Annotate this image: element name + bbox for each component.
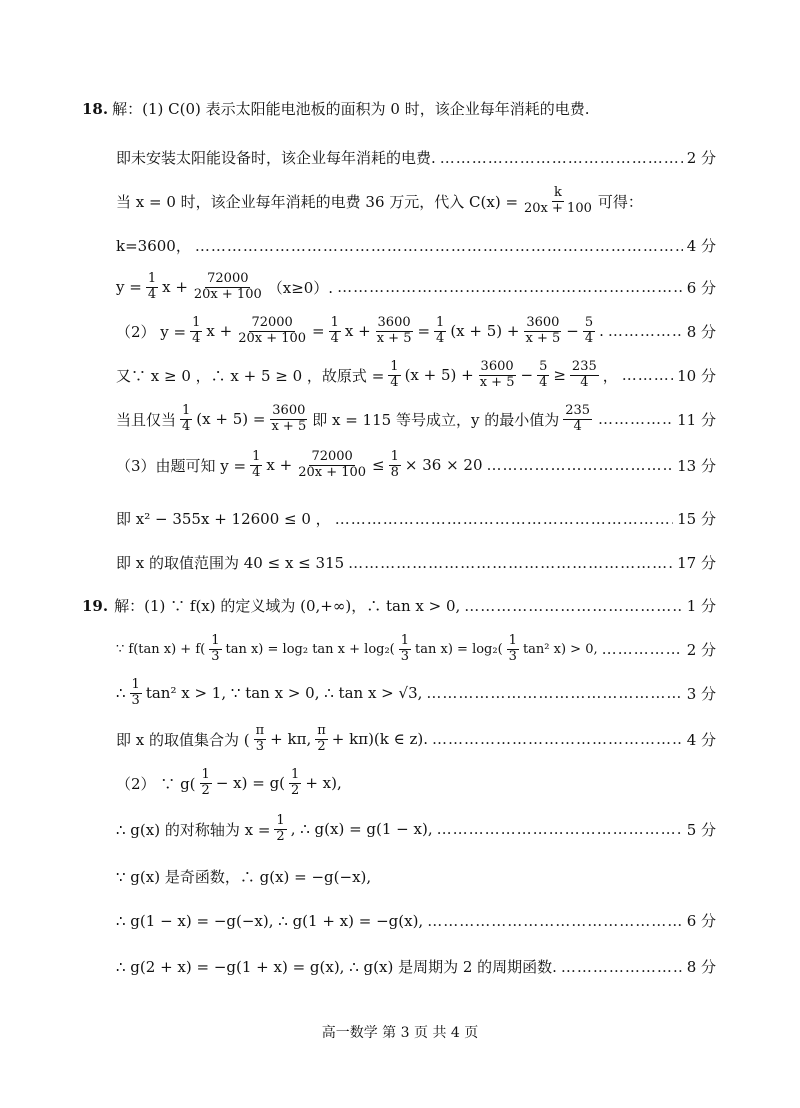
leader-dots (437, 820, 683, 838)
score-mark: 6 分 (686, 912, 716, 930)
score-mark: 11 分 (677, 410, 716, 429)
score-mark: 5 分 (686, 820, 716, 839)
q19-line-6: ∴ g(x) 的对称轴为 x = $\frac{1}{2}$ , ∴ g(x) = g(1 − x), ……………………………………………………………………………………………………………………………………………… 5 分 (116, 814, 716, 845)
q19-line-8: ∴ g(1 − x) = −g(−x), ∴ g(1 + x) = −g(x), ……………………………………………………………………………………………………………………………………………… 6 分 (116, 910, 716, 931)
q18-line-1-text: 解：(1) C(0) 表示太阳能电池板的面积为 0 时，该企业每年消耗的电费. (112, 100, 590, 118)
score-mark: 2 分 (686, 149, 716, 167)
q18-line-6: （2） y = $\frac{1}{4}$ x + $\frac{72000}{20x + 100}$ = $\frac{1}{4}$ x + $\frac{3600}{x + 5}$ = $\frac{1}{4}$ (x + 5) + $\frac{3600}{x + 5}$ − $\frac{5}{4}$ . ……………………………………………………………………………………………………………………………………………… 8 分 (116, 316, 716, 347)
score-mark: 2 分 (686, 640, 716, 659)
q18-line-7: 又∵ x ≥ 0 ，∴ x + 5 ≥ 0 ，故原式 = $\frac{1}{4}$ (x + 5) + $\frac{3600}{x + 5}$ − $\frac{5}{4}$ ≥ $\frac{235}{4}$ ， ……………………………………………………………………………………………………………………………………………… 10 分 (116, 360, 716, 391)
page-footer: 高一数学 第 3 页 共 4 页 (321, 1025, 479, 1041)
score-mark: 13 分 (677, 456, 716, 475)
score-mark: 4 分 (686, 730, 716, 749)
score-mark: 1 分 (686, 597, 716, 615)
q18-line-3: 当 x = 0 时，该企业每年消耗的电费 36 万元，代入 C(x) = $\frac{k}{20x + 100}$ 可得： (116, 185, 643, 216)
leader-dots (426, 684, 682, 702)
q19-line-5: （2） ∵ g( $\frac{1}{2}$ − x) = g( $\frac{1}{2}$ + x), (116, 767, 342, 798)
q18-line-4: k=3600， ……………………………………………………………………………………………………………………………………………… 4 分 (116, 235, 716, 256)
leader-dots (337, 278, 683, 296)
leader-dots (432, 730, 683, 748)
q19-line-4: 即 x 的取值集合为 ( $\frac{\pi}{3}$ + kπ, $\frac{\pi}{2}$ + kπ)(k ∈ z). ……………………………………………………………………………………………………………………………………………… 4 分 (116, 724, 716, 755)
q18-line-11: 即 x 的取值范围为 40 ≤ x ≤ 315 ……………………………………………………………………………………………………………………………………………… 17 分 (116, 552, 716, 573)
score-mark: 8 分 (686, 322, 716, 341)
leader-dots (608, 322, 683, 340)
q18-line-2: 即未安装太阳能设备时，该企业每年消耗的电费. ……………………………………………………………………………………………………………………………………………… 2 分 (116, 147, 716, 168)
q19-line-1: 19. 解：(1) ∵ f(x) 的定义域为 (0,+∞)，∴ tan x > 0, ……………………………………………………………………………………………………………………………………………… 1 分 (82, 595, 716, 616)
leader-dots (348, 554, 673, 572)
score-mark: 10 分 (677, 366, 716, 385)
q19-number: 19. (82, 596, 109, 615)
leader-dots (440, 149, 683, 167)
leader-dots (622, 366, 673, 384)
score-mark: 17 分 (677, 554, 716, 572)
score-mark: 3 分 (686, 684, 716, 703)
score-mark: 8 分 (686, 958, 716, 976)
leader-dots (602, 640, 683, 658)
q19-line-9: ∴ g(2 + x) = −g(1 + x) = g(x), ∴ g(x) 是周期为 2 的周期函数. ……………………………………………………………………………………………………………………………………………… 8 分 (116, 956, 716, 977)
q19-line-2: ∵ f(tan x) + f( $\frac{1}{3}$ tan x) = log₂ tan x + log₂( $\frac{1}{3}$ tan x) = log₂( $\frac{1}{3}$ tan² x) > 0, ……………………………………………………………………………………………………………………………………………… 2 分 (116, 634, 716, 665)
q18-number: 18. (82, 99, 109, 118)
leader-dots (427, 912, 682, 930)
leader-dots (487, 456, 674, 474)
leader-dots (195, 237, 683, 255)
leader-dots (561, 958, 683, 976)
leader-dots (335, 510, 673, 528)
q18-line-9: （3）由题可知 y = $\frac{1}{4}$ x + $\frac{72000}{20x + 100}$ ≤ $\frac{1}{8}$ × 36 × 20 ……………………………………………………………………………………………………………………………………………… 13 分 (116, 450, 716, 481)
q19-line-3: ∴ $\frac{1}{3}$ tan² x > 1, ∵ tan x > 0, ∴ tan x > √3, ……………………………………………………………………………………………………………………………………………… 3 分 (116, 678, 716, 709)
leader-dots (598, 410, 673, 428)
q18-line-10: 即 x² − 355x + 12600 ≤ 0 ， ……………………………………………………………………………………………………………………………………………… 15 分 (116, 508, 716, 529)
score-mark: 6 分 (686, 278, 716, 297)
score-mark: 15 分 (677, 510, 716, 528)
q18-line-5: y = $\frac{1}{4}$ x + $\frac{72000}{20x + 100}$ （x≥0）. ……………………………………………………………………………………………………………………………………………… 6 分 (116, 272, 716, 303)
leader-dots (464, 597, 682, 615)
score-mark: 4 分 (686, 237, 716, 255)
q18-line-1 (82, 98, 716, 119)
q18-line-8: 当且仅当 $\frac{1}{4}$ (x + 5) = $\frac{3600}{x + 5}$ 即 x = 115 等号成立，y 的最小值为 $\frac{235}{4}$ ……………………………………………………………………………………………………………………………………………… 11 分 (116, 404, 716, 435)
fraction: $\frac{k}{20x + 100}$ (524, 185, 592, 216)
q19-line-7: ∵ g(x) 是奇函数，∴ g(x) = −g(−x), (116, 868, 372, 886)
